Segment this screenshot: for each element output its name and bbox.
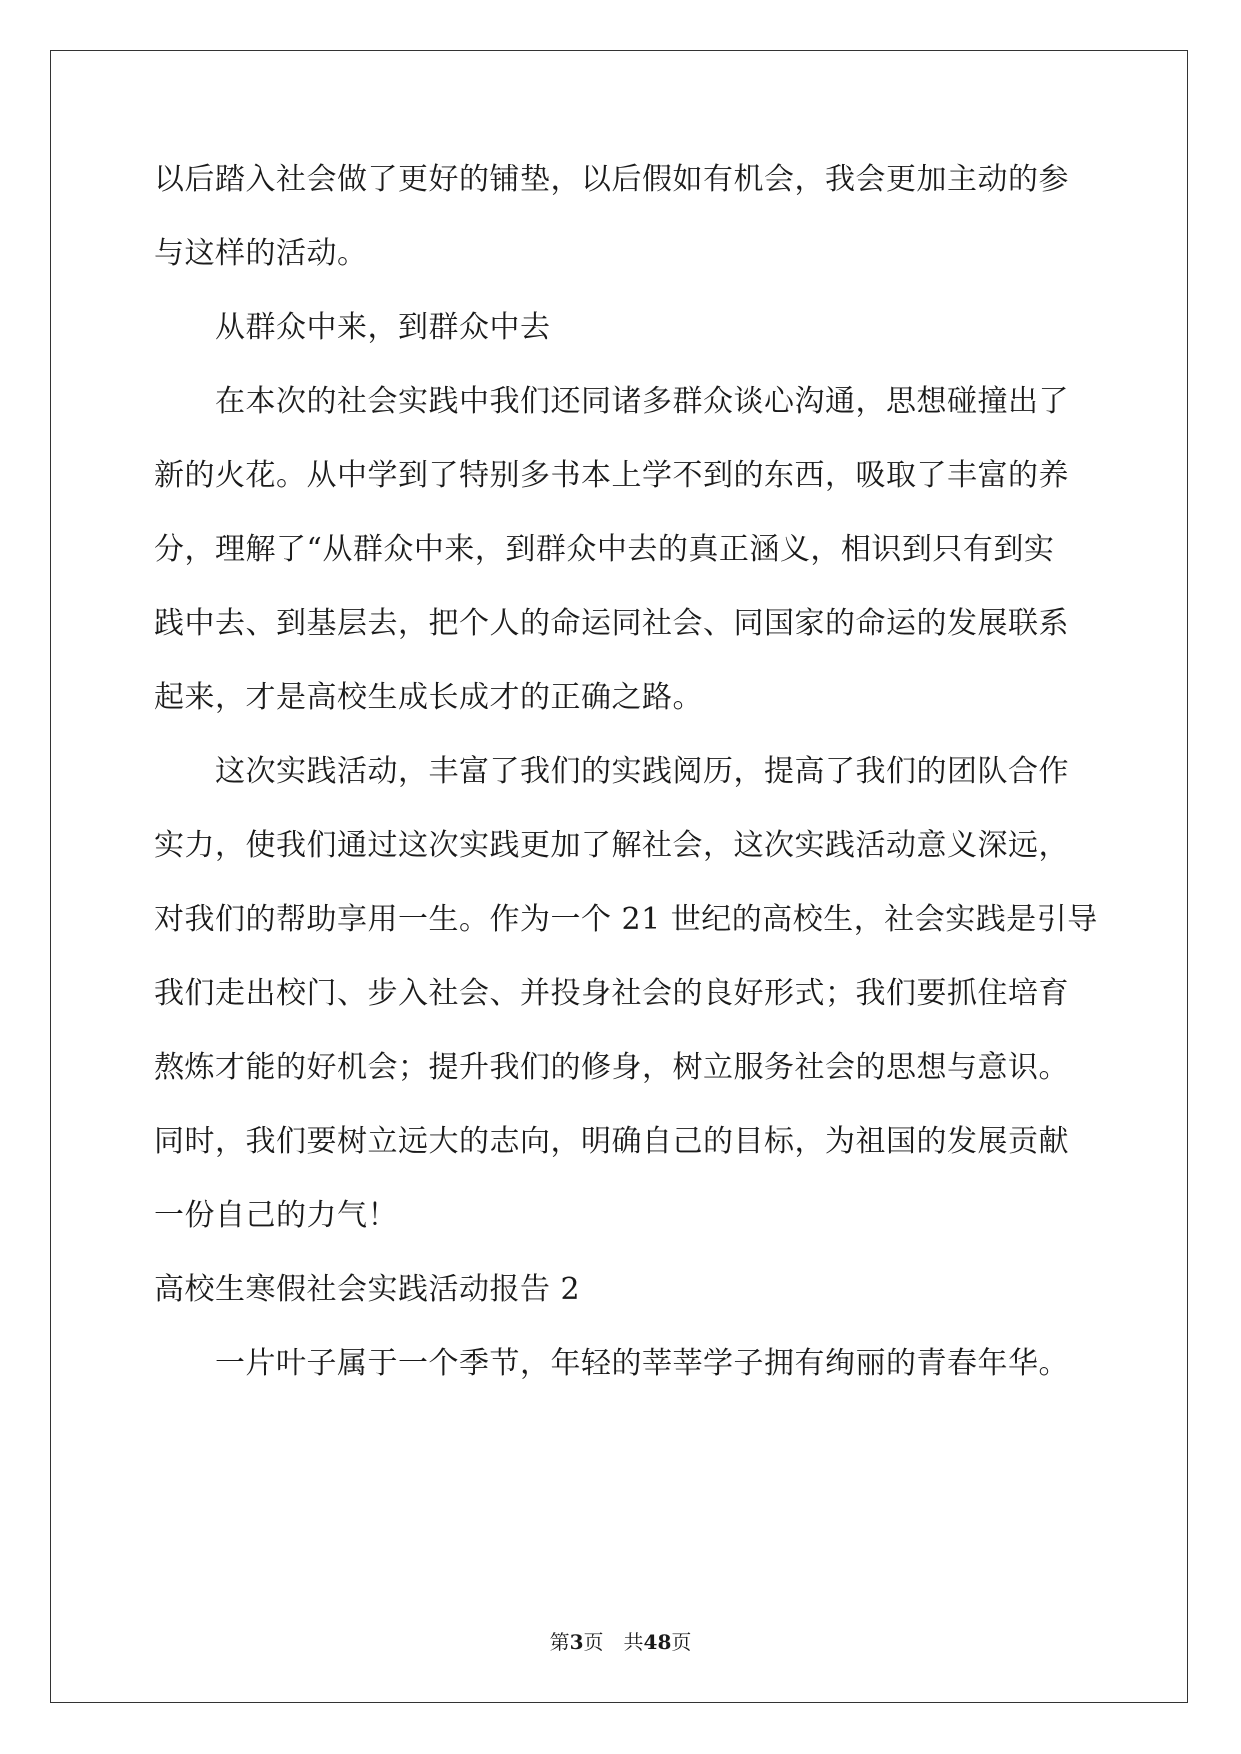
text-line: 这次实践活动，丰富了我们的实践阅历，提高了我们的团队合作	[154, 754, 1069, 789]
total-page-count: 48	[643, 1630, 672, 1654]
text-line: 一片叶子属于一个季节，年轻的莘莘学子拥有绚丽的青春年华。	[154, 1346, 1069, 1381]
text-line: 践中去、到基层去，把个人的命运同社会、同国家的命运的发展联系	[154, 606, 1069, 641]
text-line: 在本次的社会实践中我们还同诸多群众谈心沟通，思想碰撞出了	[154, 384, 1069, 419]
text-line: 我们走出校门、步入社会、并投身社会的良好形式；我们要抓住培育	[154, 976, 1069, 1011]
text-line: 新的火花。从中学到了特别多书本上学不到的东西，吸取了丰富的养	[154, 458, 1069, 493]
text-line: 熬炼才能的好机会；提升我们的修身，树立服务社会的思想与意识。	[154, 1050, 1069, 1085]
page-footer	[0, 1626, 1241, 1655]
footer-prefix: 第	[549, 1630, 570, 1654]
text-line: 一份自己的力气！	[154, 1198, 398, 1233]
text-line: 分，理解了“从群众中来，到群众中去的真正涵义，相识到只有到实	[154, 532, 1055, 567]
text-line: 实力，使我们通过这次实践更加了解社会，这次实践活动意义深远，	[154, 828, 1069, 863]
text-line: 对我们的帮助享用一生。作为一个 21 世纪的高校生，社会实践是引导	[154, 902, 1098, 937]
text-line: 同时，我们要树立远大的志向，明确自己的目标，为祖国的发展贡献	[154, 1124, 1069, 1159]
current-page-number: 3	[569, 1630, 584, 1654]
report-title: 高校生寒假社会实践活动报告 2	[154, 1272, 581, 1307]
footer-suffix: 页	[671, 1630, 692, 1654]
text-line: 与这样的活动。	[154, 236, 368, 271]
text-line: 以后踏入社会做了更好的铺垫，以后假如有机会，我会更加主动的参	[154, 162, 1069, 197]
footer-middle: 页 共	[583, 1630, 644, 1654]
section-heading: 从群众中来，到群众中去	[154, 310, 551, 345]
page-frame	[50, 50, 1188, 1703]
text-line: 起来，才是高校生成长成才的正确之路。	[154, 680, 703, 715]
